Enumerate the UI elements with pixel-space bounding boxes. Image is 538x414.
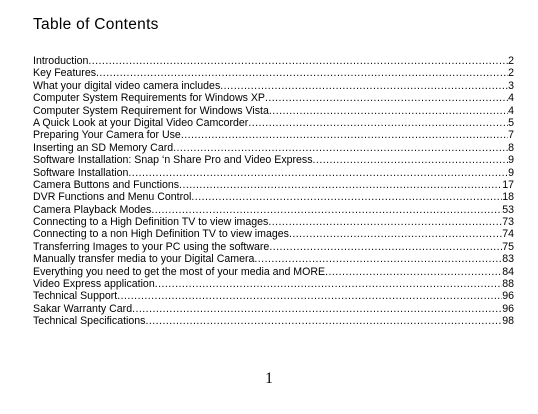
toc-entry-page: 98 [502, 315, 514, 328]
dot-leader [151, 204, 502, 216]
toc-entry[interactable] [33, 290, 514, 302]
dot-leader [88, 55, 508, 67]
toc-entry[interactable] [33, 92, 514, 104]
toc-entry-label: Transferring Images to your PC using the software [33, 240, 270, 253]
dot-leader [132, 303, 502, 315]
toc-entry-label: What your digital video camera includes [33, 79, 221, 92]
dot-leader [269, 105, 508, 117]
toc-entry-label: Computer System Requirement for Windows Vista [33, 104, 269, 117]
toc-entry-label: Inserting an SD Memory Card [33, 141, 174, 154]
toc-entry-page: 73 [502, 216, 514, 229]
toc-entry[interactable] [33, 216, 514, 228]
toc-entry-page: 83 [502, 253, 514, 266]
toc-entry-label: Technical Support [33, 290, 118, 303]
toc-entry-page: 9 [508, 154, 514, 167]
toc-entry-label: Camera Buttons and Functions [33, 178, 180, 191]
toc-entry-label: Video Express application [33, 278, 155, 291]
toc-entry-label: Software Installation: Snap ‘n Share Pro and Video Express [33, 154, 313, 167]
toc-entry-label: Computer System Requirements for Windows XP [33, 92, 265, 105]
toc-entry[interactable] [33, 278, 514, 290]
toc-entry[interactable] [33, 241, 514, 253]
toc-entry[interactable] [33, 253, 514, 265]
toc-entry[interactable] [33, 266, 514, 278]
toc-entry-label: Technical Specifications [33, 315, 146, 328]
toc-entry-page: 18 [502, 191, 514, 204]
toc-entry[interactable] [33, 315, 514, 327]
toc-entry-page: 17 [502, 178, 514, 191]
toc-entry-page: 84 [502, 265, 514, 278]
toc-entry-label: Connecting to a High Definition TV to view images [33, 216, 269, 229]
toc-entry-label: Connecting to a non High Definition TV to view images [33, 228, 289, 241]
toc-entry[interactable] [33, 55, 514, 67]
dot-leader [265, 92, 508, 104]
dot-leader [268, 216, 502, 228]
toc-entry-page: 2 [508, 55, 514, 67]
dot-leader [269, 241, 502, 253]
toc-entry[interactable] [33, 179, 514, 191]
toc-entry-page: 53 [502, 203, 514, 216]
toc-list [33, 55, 514, 328]
page-number: 1 [265, 370, 273, 387]
dot-leader [220, 80, 508, 92]
toc-entry-page: 7 [508, 129, 514, 142]
dot-leader [248, 117, 508, 129]
toc-entry[interactable] [33, 204, 514, 216]
toc-entry-page: 2 [508, 67, 514, 80]
toc-entry-page: 9 [508, 166, 514, 179]
dot-leader [145, 315, 502, 327]
toc-title: Table of Contents [33, 16, 159, 33]
toc-entry-page: 4 [508, 92, 514, 105]
toc-entry-label: Key Features [33, 67, 97, 80]
toc-entry-page: 75 [502, 240, 514, 253]
dot-leader [254, 253, 502, 265]
toc-entry-page: 88 [502, 278, 514, 291]
toc-entry-label: Manually transfer media to your Digital Camera [33, 253, 255, 266]
toc-entry-page: 4 [508, 104, 514, 117]
toc-entry[interactable] [33, 129, 514, 141]
dot-leader [179, 179, 502, 191]
toc-entry[interactable] [33, 303, 514, 315]
toc-entry[interactable] [33, 167, 514, 179]
dot-leader [313, 154, 509, 166]
toc-entry[interactable] [33, 154, 514, 166]
toc-entry-label: Preparing Your Camera for Use [33, 129, 181, 142]
toc-entry-label: Software Installation [33, 166, 129, 179]
toc-entry-label: DVR Functions and Menu Control [33, 191, 192, 204]
toc-entry[interactable] [33, 105, 514, 117]
toc-entry[interactable] [33, 191, 514, 203]
toc-entry[interactable] [33, 67, 514, 79]
dot-leader [191, 191, 502, 203]
toc-entry-page: 74 [502, 228, 514, 241]
toc-entry-page: 5 [508, 116, 514, 129]
dot-leader [96, 67, 508, 79]
toc-entry-label: Everything you need to get the most of your media and MORE [33, 265, 326, 278]
dot-leader [325, 266, 502, 278]
dot-leader [289, 228, 502, 240]
toc-entry-page: 96 [502, 302, 514, 315]
toc-entry-page: 3 [508, 79, 514, 92]
toc-entry-label: A Quick Look at your Digital Video Camcorder [33, 116, 249, 129]
dot-leader [128, 167, 508, 179]
toc-entry-label: Introduction [33, 55, 89, 67]
toc-entry[interactable] [33, 117, 514, 129]
toc-entry-page: 96 [502, 290, 514, 303]
dot-leader [181, 129, 508, 141]
dot-leader [155, 278, 502, 290]
toc-entry[interactable] [33, 228, 514, 240]
dot-leader [173, 142, 508, 154]
toc-entry-label: Sakar Warranty Card [33, 302, 133, 315]
dot-leader [117, 290, 502, 302]
toc-entry[interactable] [33, 142, 514, 154]
toc-entry-page: 8 [508, 141, 514, 154]
toc-entry[interactable] [33, 80, 514, 92]
toc-entry-label: Camera Playback Modes [33, 203, 152, 216]
